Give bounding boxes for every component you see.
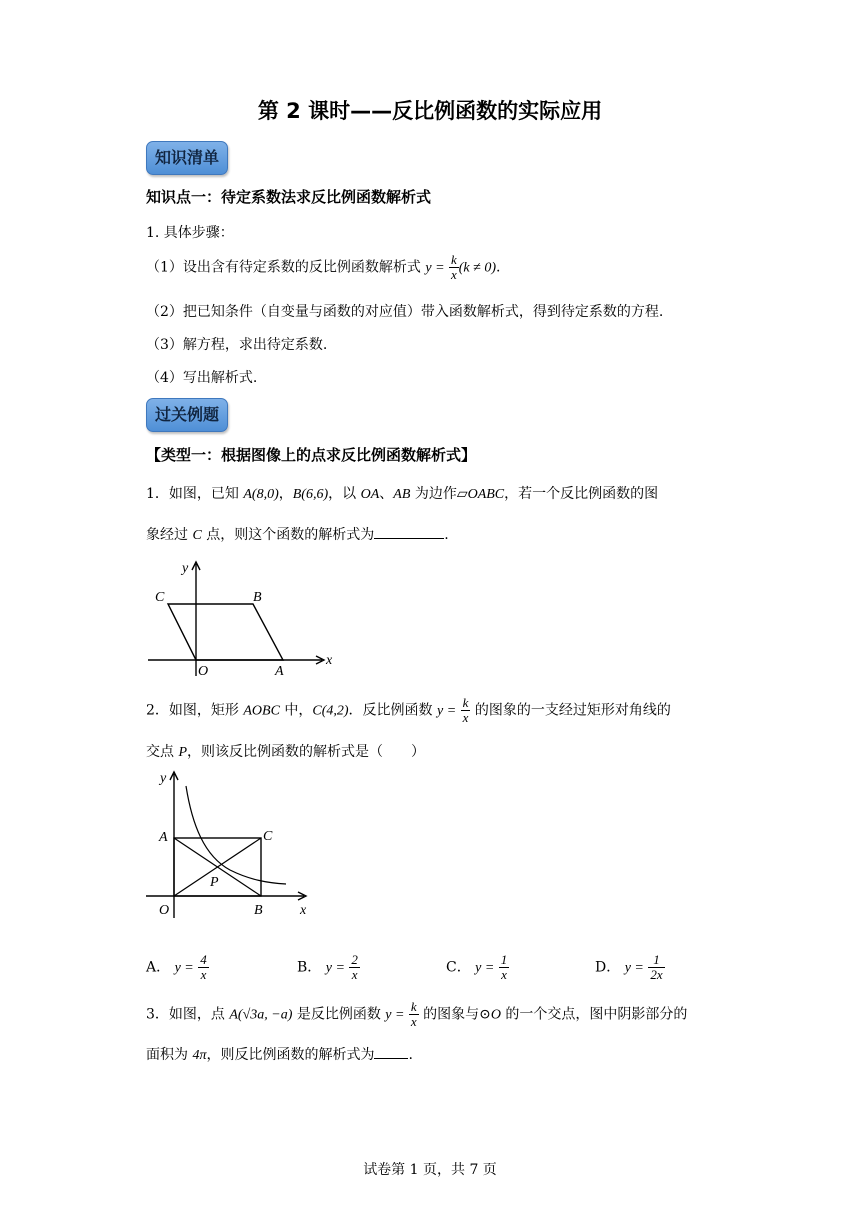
option-d[interactable] — [595, 953, 665, 982]
step-1-end: . — [496, 259, 501, 276]
option-b-lhs: y = — [325, 960, 345, 976]
q2-fraction — [461, 696, 471, 725]
page-footer: 试卷第 1 页，共 7 页 — [363, 1162, 497, 1178]
steps-heading: 1. 具体步骤： — [146, 225, 234, 241]
q2-text-e: 交点 — [146, 744, 179, 760]
option-d-lhs: y = — [624, 960, 644, 976]
q1-point-c: C — [192, 528, 202, 543]
question-3-line-1 — [146, 1000, 687, 1029]
q3-text-c: 的图象与 — [418, 1006, 480, 1023]
option-b-fraction — [349, 953, 360, 982]
option-d-numerator: 1 — [648, 953, 664, 968]
q1-parallelogram: ▱OABC — [456, 487, 505, 502]
q1-seg-oa: OA — [360, 487, 380, 502]
step-3: （3）解方程，求出待定系数. — [146, 337, 328, 353]
q3-end: . — [408, 1047, 413, 1063]
q1-point-a: A(8,0) — [243, 487, 279, 502]
q3-numerator: k — [410, 999, 417, 1014]
fig2-label-y: y — [160, 771, 167, 786]
figure-1-parallelogram — [140, 558, 340, 680]
question-3-line-2 — [146, 1044, 413, 1064]
option-c-lhs: y = — [475, 960, 495, 976]
question-1-line-2 — [146, 524, 449, 544]
figure-2-rectangle-hyperbola — [140, 768, 320, 926]
q1-text-c: 为边作 — [410, 486, 457, 502]
q3-denominator: x — [410, 1014, 417, 1029]
q1-text-a: 1．如图，已知 — [146, 486, 244, 502]
fig2-label-o: O — [159, 903, 170, 918]
q1-seg-ab: AB — [393, 487, 411, 502]
q3-text-b: 是反比例函数 — [292, 1006, 386, 1023]
option-b-denominator: x — [351, 967, 358, 982]
knowledge-point-heading: 知识点一：待定系数法求反比例函数解析式 — [146, 188, 432, 206]
option-b[interactable] — [297, 953, 360, 982]
q1-text-e: 象经过 — [146, 527, 193, 543]
q2-text-d: 的图象的一支经过矩形对角线的 — [470, 702, 671, 719]
step-1-numerator: k — [450, 252, 457, 267]
step-1-denominator: x — [450, 267, 457, 282]
q2-point-p: P — [178, 745, 188, 760]
q3-text-f: ，则反比例函数的解析式为 — [206, 1047, 375, 1063]
fig1-label-y: y — [182, 561, 189, 576]
option-c-fraction — [499, 953, 510, 982]
question-2-line-1 — [146, 696, 671, 725]
q3-text-d: 的一个交点，图中阴影部分的 — [500, 1006, 688, 1023]
fig2-label-x: x — [300, 903, 307, 918]
q2-lhs: y = — [437, 703, 457, 719]
option-a-lhs: y = — [174, 960, 194, 976]
page-title: 第 2 课时——反比例函数的实际应用 — [257, 99, 603, 123]
q2-text-c: ．反比例函数 — [348, 702, 437, 719]
q2-numerator: k — [462, 695, 469, 710]
option-c[interactable] — [446, 953, 509, 982]
q1-end: . — [444, 527, 449, 543]
fig1-label-b: B — [253, 590, 262, 605]
q1-text-b: ，以 — [328, 486, 361, 502]
option-a-fraction — [198, 953, 209, 982]
type-one-heading: 【类型一：根据图像上的点求反比例函数解析式】 — [146, 446, 477, 464]
q1-answer-blank[interactable] — [374, 524, 444, 539]
option-c-label: C． — [446, 959, 471, 976]
fig2-label-b: B — [254, 903, 263, 918]
question-2-line-2 — [146, 741, 425, 761]
q3-point-a: A(√3a, −a) — [229, 1007, 293, 1023]
q1-point-b: B(6,6) — [292, 487, 329, 502]
q3-text-e: 面积为 — [146, 1047, 193, 1063]
q3-area: 4π — [192, 1048, 207, 1063]
option-d-fraction — [648, 953, 664, 982]
q1-sep: ， — [278, 486, 293, 502]
option-d-denominator: 2x — [650, 967, 663, 982]
q2-point-c: C(4,2) — [312, 703, 349, 719]
step-1-fraction — [449, 253, 459, 282]
q2-denominator: x — [462, 710, 469, 725]
option-a-label: A． — [146, 959, 171, 976]
option-a[interactable] — [146, 953, 209, 982]
q3-text-a: 3．如图，点 — [146, 1006, 230, 1023]
q1-text-d: ，若一个反比例函数的图 — [504, 486, 659, 502]
q2-rect: AOBC — [243, 703, 280, 719]
q3-fraction — [409, 1000, 419, 1029]
fig2-label-a: A — [159, 830, 168, 845]
step-1-condition: (k ≠ 0) — [458, 260, 496, 276]
fig2-label-p: P — [210, 875, 219, 890]
q1-dun: 、 — [379, 486, 394, 502]
step-1 — [146, 253, 500, 282]
q3-lhs: y = — [385, 1007, 405, 1023]
step-2: （2）把已知条件（自变量与函数的对应值）带入函数解析式，得到待定系数的方程. — [146, 304, 664, 320]
step-1-lhs: y = — [425, 260, 445, 276]
q2-text-a: 2．如图，矩形 — [146, 702, 244, 719]
q3-circle: ⊙O — [479, 1007, 501, 1023]
fig2-label-c: C — [263, 829, 273, 844]
option-b-label: B． — [297, 959, 322, 976]
fig1-parallelogram-shape — [168, 604, 283, 660]
option-c-numerator: 1 — [500, 952, 508, 967]
q3-answer-blank[interactable] — [374, 1044, 408, 1059]
section-badge-examples: 过关例题 — [146, 398, 228, 432]
step-4: （4）写出解析式. — [146, 370, 258, 386]
option-c-denominator: x — [501, 967, 507, 982]
option-d-label: D． — [595, 959, 621, 976]
section-badge-knowledge: 知识清单 — [146, 141, 228, 175]
option-a-numerator: 4 — [200, 952, 207, 967]
q2-text-f: ，则该反比例函数的解析式是（ ） — [187, 744, 426, 760]
q1-text-f: 点，则这个函数的解析式为 — [201, 527, 375, 543]
fig1-label-c: C — [155, 590, 165, 605]
step-1-text: （1）设出含有待定系数的反比例函数解析式 — [146, 259, 426, 276]
fig1-label-o: O — [198, 664, 209, 679]
option-b-numerator: 2 — [351, 952, 358, 967]
fig1-label-x: x — [326, 653, 333, 668]
question-1-line-1 — [146, 483, 658, 503]
fig1-label-a: A — [275, 664, 284, 679]
option-a-denominator: x — [200, 967, 207, 982]
q2-text-b: 中， — [279, 702, 313, 719]
